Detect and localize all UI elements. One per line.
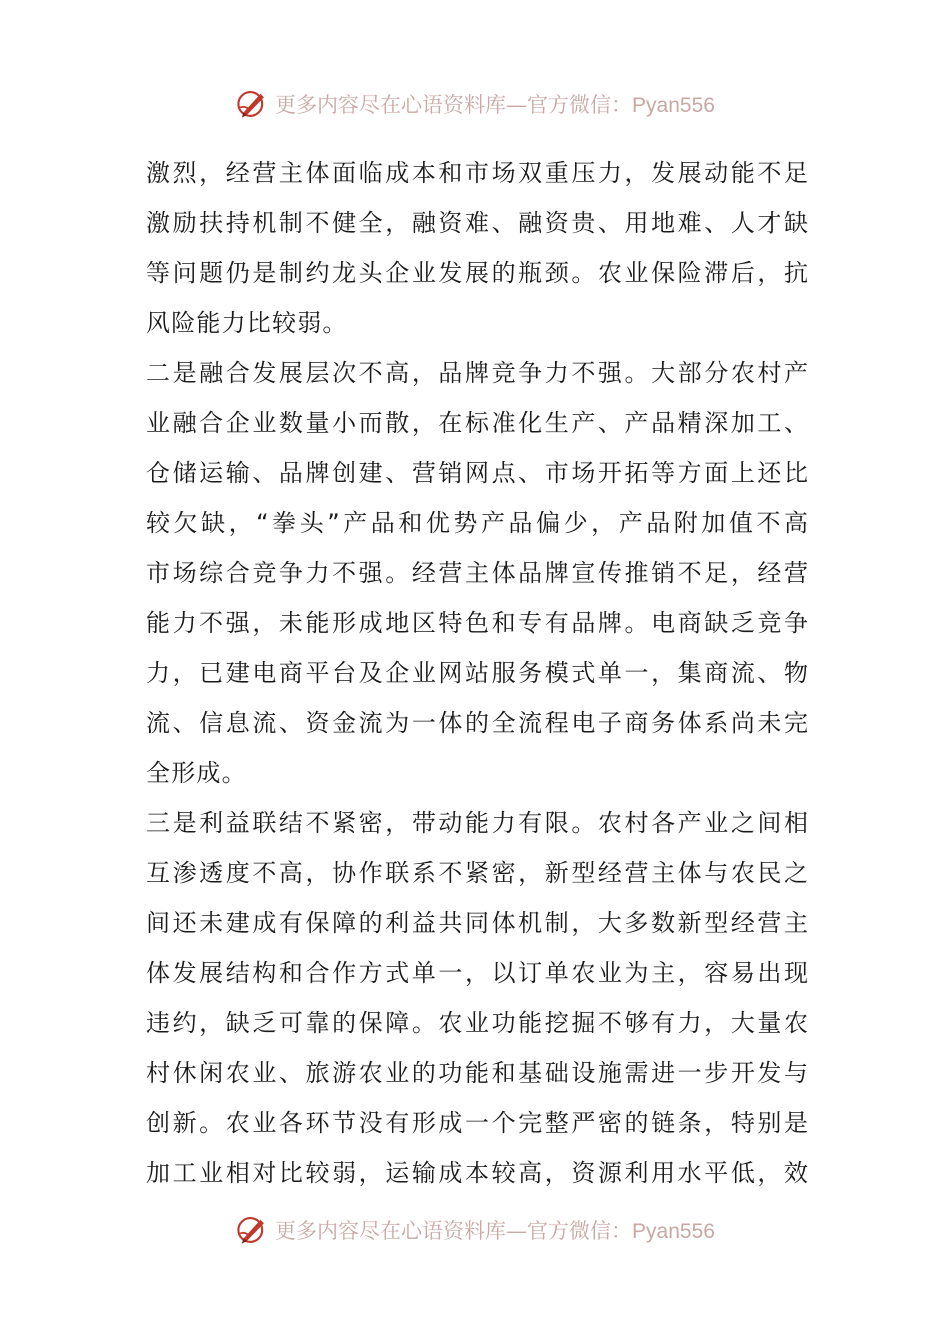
- text-line: 全形成。: [146, 759, 247, 787]
- footer-banner-text: [275, 1215, 715, 1245]
- text-line: 能力不强，未能形成地区特色和专有品牌。电商缺乏竞争: [146, 609, 808, 637]
- text-line: 流、信息流、资金流为一体的全流程电子商务体系尚未完: [146, 709, 808, 737]
- footer-wechat-id: Pyan556: [632, 1220, 715, 1243]
- text-line: 加工业相对比较弱，运输成本较高，资源利用水平低，效: [146, 1159, 808, 1187]
- text-line: 较欠缺，“拳头”产品和优势产品偏少，产品附加值不高: [146, 509, 808, 537]
- text-line: 业融合企业数量小而散，在标准化生产、产品精深加工、: [146, 409, 808, 437]
- text-line: 力，已建电商平台及企业网站服务模式单一，集商流、物: [146, 659, 808, 687]
- text-line: 体发展结构和合作方式单一，以订单农业为主，容易出现: [146, 959, 808, 987]
- text-line: 等问题仍是制约龙头企业发展的瓶颈。农业保险滞后，抗: [146, 259, 808, 287]
- pen-logo-icon: [235, 87, 269, 121]
- text-line: 激烈，经营主体面临成本和市场双重压力，发展动能不足: [146, 159, 808, 187]
- pen-logo-icon: [235, 1213, 269, 1247]
- text-line: 仓储运输、品牌创建、营销网点、市场开拓等方面上还比: [146, 459, 808, 487]
- text-line: 间还未建成有保障的利益共同体机制，大多数新型经营主: [146, 909, 808, 937]
- text-line: 市场综合竞争力不强。经营主体品牌宣传推销不足，经营: [146, 559, 808, 587]
- header-banner-label: 更多内容尽在心语资料库—官方微信：: [275, 93, 633, 117]
- header-banner-text: [275, 89, 715, 119]
- text-line: 激励扶持机制不健全，融资难、融资贵、用地难、人才缺: [146, 209, 808, 237]
- text-line: 违约，缺乏可靠的保障。农业功能挖掘不够有力，大量农: [146, 1009, 808, 1037]
- header-wechat-id: Pyan556: [632, 94, 715, 117]
- footer-banner: [0, 1210, 950, 1250]
- text-line: 三是利益联结不紧密，带动能力有限。农村各产业之间相: [146, 809, 808, 837]
- header-banner: [0, 84, 950, 124]
- text-line: 二是融合发展层次不高，品牌竞争力不强。大部分农村产: [146, 359, 808, 387]
- document-body: [146, 148, 808, 1198]
- text-line: 互渗透度不高，协作联系不紧密，新型经营主体与农民之: [146, 859, 808, 887]
- footer-banner-label: 更多内容尽在心语资料库—官方微信：: [275, 1219, 633, 1243]
- text-line: 村休闲农业、旅游农业的功能和基础设施需进一步开发与: [146, 1059, 808, 1087]
- text-line: 风险能力比较弱。: [146, 309, 348, 337]
- text-line: 创新。农业各环节没有形成一个完整严密的链条，特别是: [146, 1109, 808, 1137]
